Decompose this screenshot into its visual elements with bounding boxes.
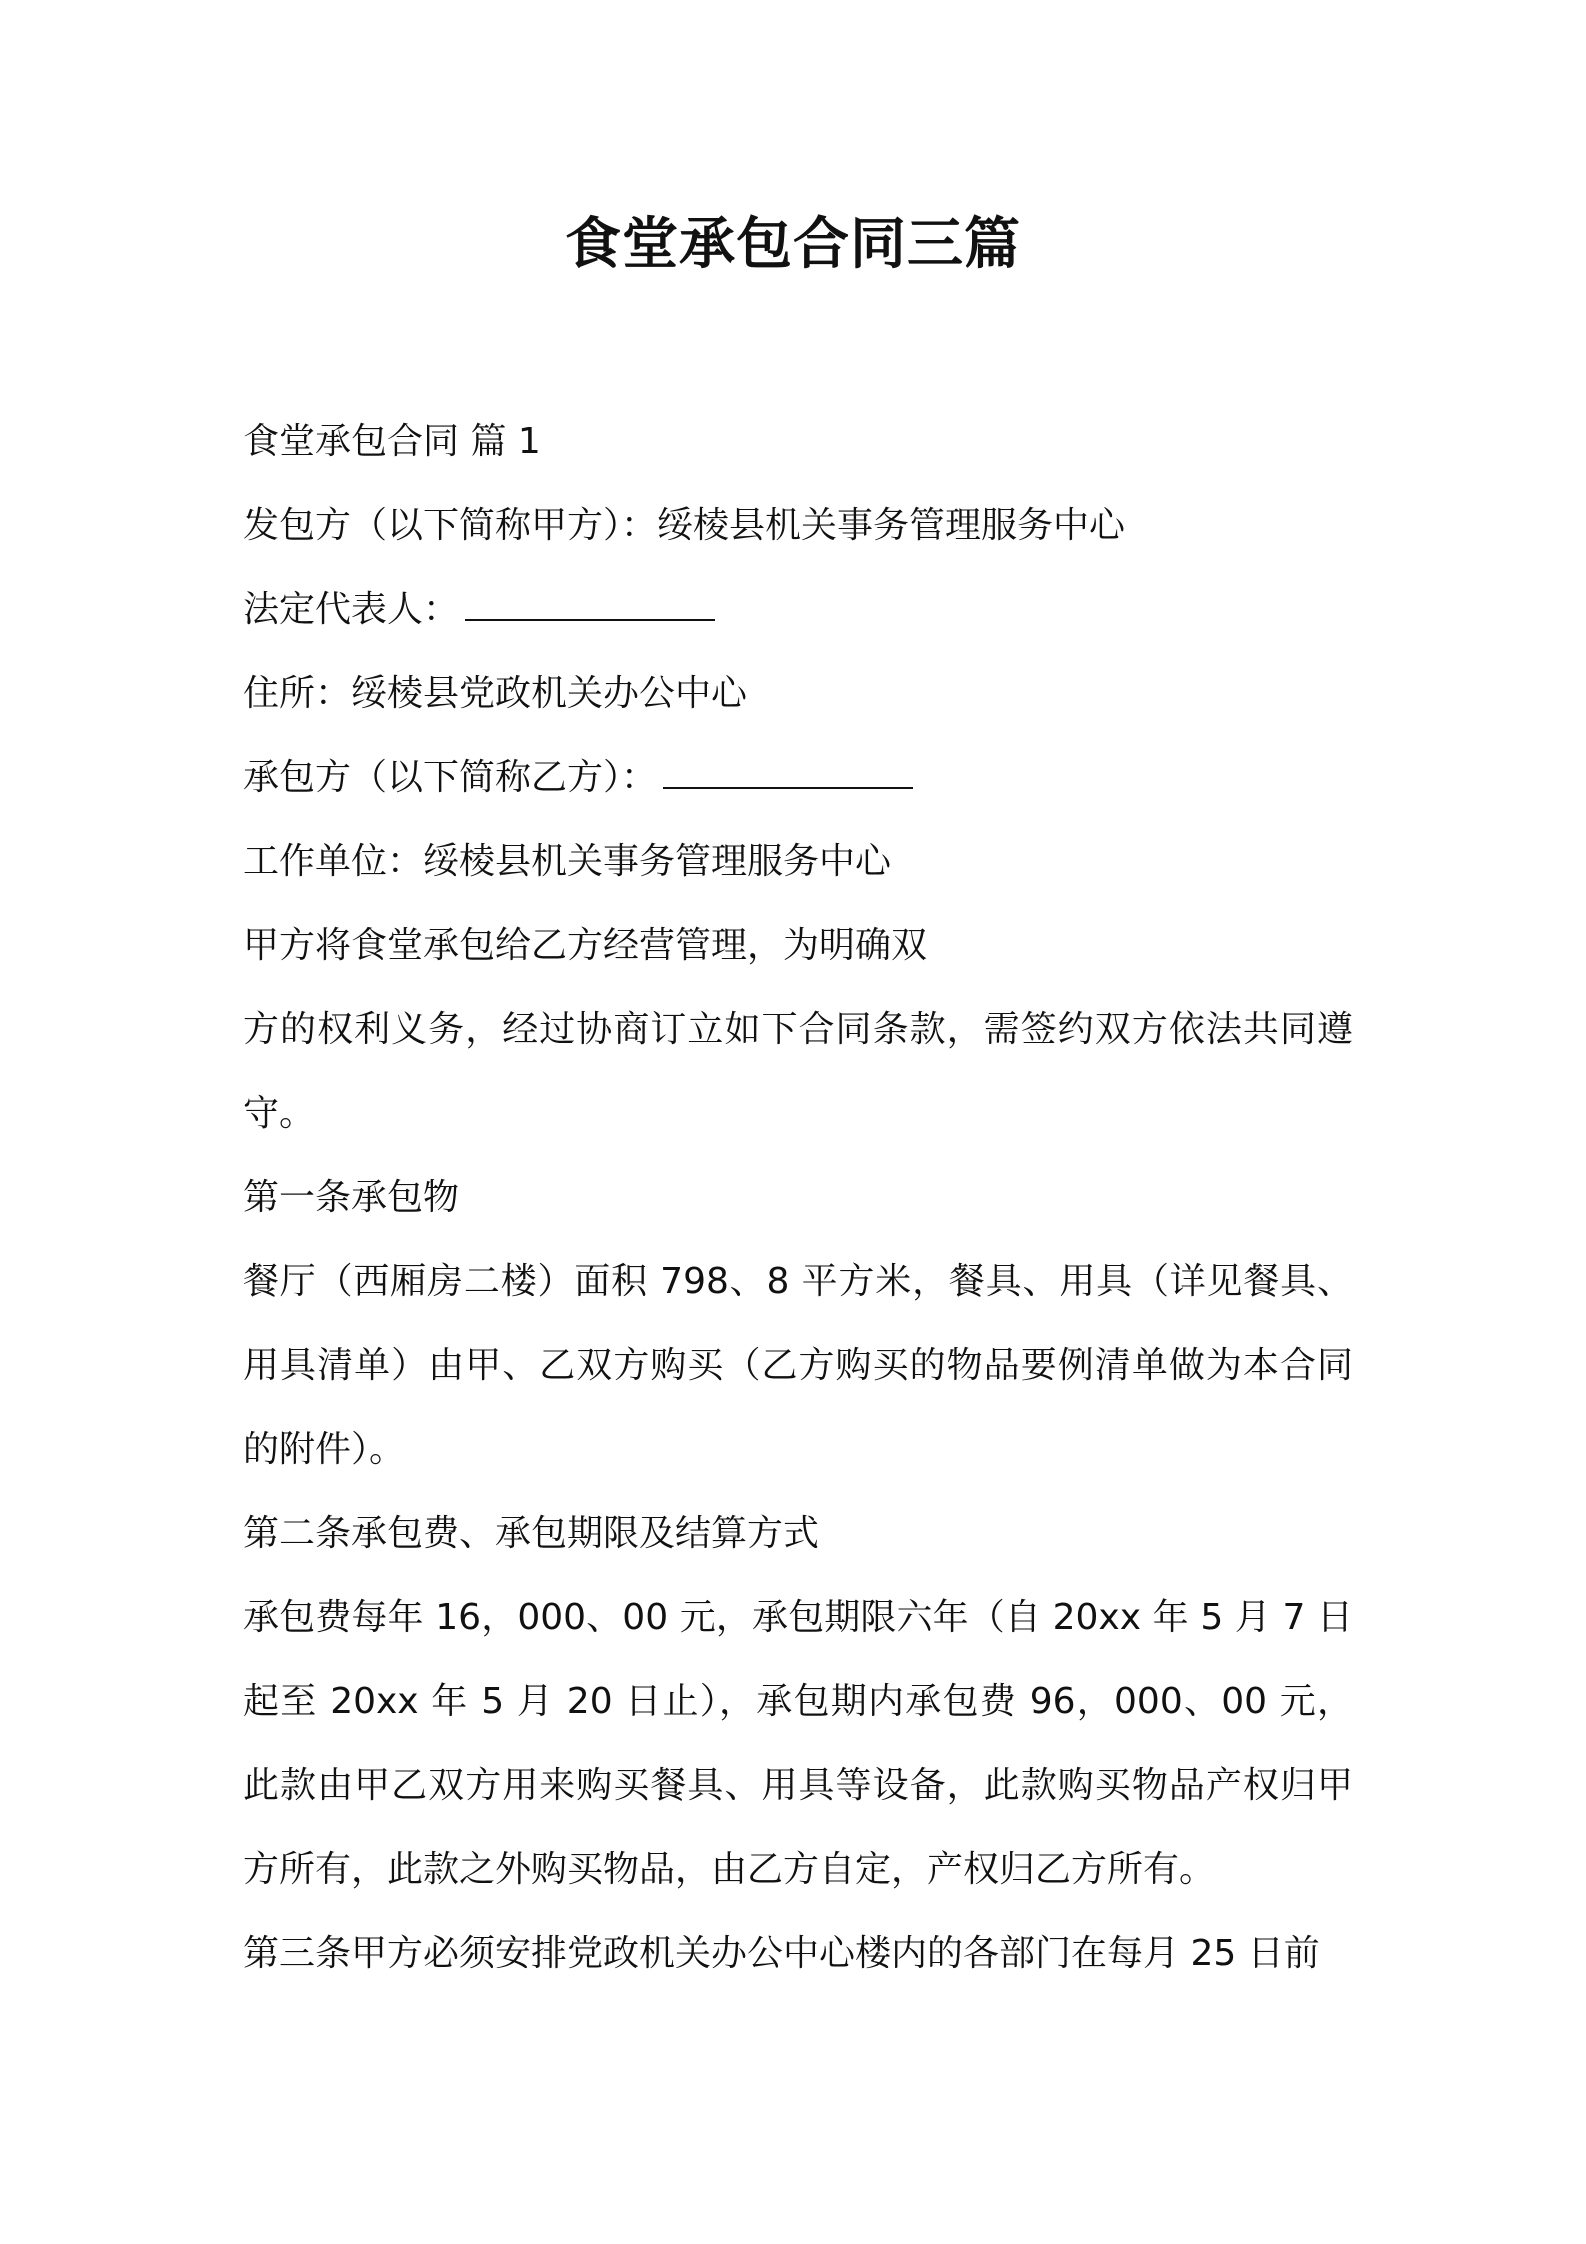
legal-rep-blank <box>465 587 715 621</box>
legal-rep-label: 法定代表人： <box>243 589 460 630</box>
document-body <box>243 400 1353 1996</box>
document-title: 食堂承包合同三篇 <box>565 212 1021 277</box>
party-b-blank <box>663 755 913 789</box>
intro-line-2: 方的权利义务，经过协商订立如下合同条款，需签约双方依法共同遵守。 <box>243 1009 1353 1134</box>
work-unit-line: 工作单位：绥棱县机关事务管理服务中心 <box>243 841 892 882</box>
article-2-text: 承包费每年 16，000、00 元，承包期限六年（自 20xx 年 5 月 7 日起至 20xx 年 5 月 20 日止），承包期内承包费 96，000、00 元，此款由甲乙双方用来购买餐具、用具等设备，此款购买物品产权归甲方所有，此款之外购买物品，由乙方自定，产权归乙方所有。 <box>243 1597 1353 1890</box>
intro-line-1: 甲方将食堂承包给乙方经营管理，为明确双 <box>243 925 928 966</box>
party-b-label: 承包方（以下简称乙方）： <box>243 757 658 798</box>
legal-rep-line <box>243 568 1353 652</box>
article-1-heading: 第一条承包物 <box>243 1177 460 1218</box>
party-b-line <box>243 736 1353 820</box>
section-heading: 食堂承包合同 篇 1 <box>243 421 541 462</box>
article-1-text: 餐厅（西厢房二楼）面积 798、8 平方米，餐具、用具（详见餐具、用具清单）由甲、乙双方购买（乙方购买的物品要例清单做为本合同的附件）。 <box>243 1261 1353 1470</box>
article-2-heading: 第二条承包费、承包期限及结算方式 <box>243 1513 820 1554</box>
party-a-line: 发包方（以下简称甲方）：绥棱县机关事务管理服务中心 <box>243 505 1126 546</box>
address-line: 住所：绥棱县党政机关办公中心 <box>243 673 748 714</box>
article-3-text: 第三条甲方必须安排党政机关办公中心楼内的各部门在每月 25 日前 <box>243 1933 1320 1974</box>
